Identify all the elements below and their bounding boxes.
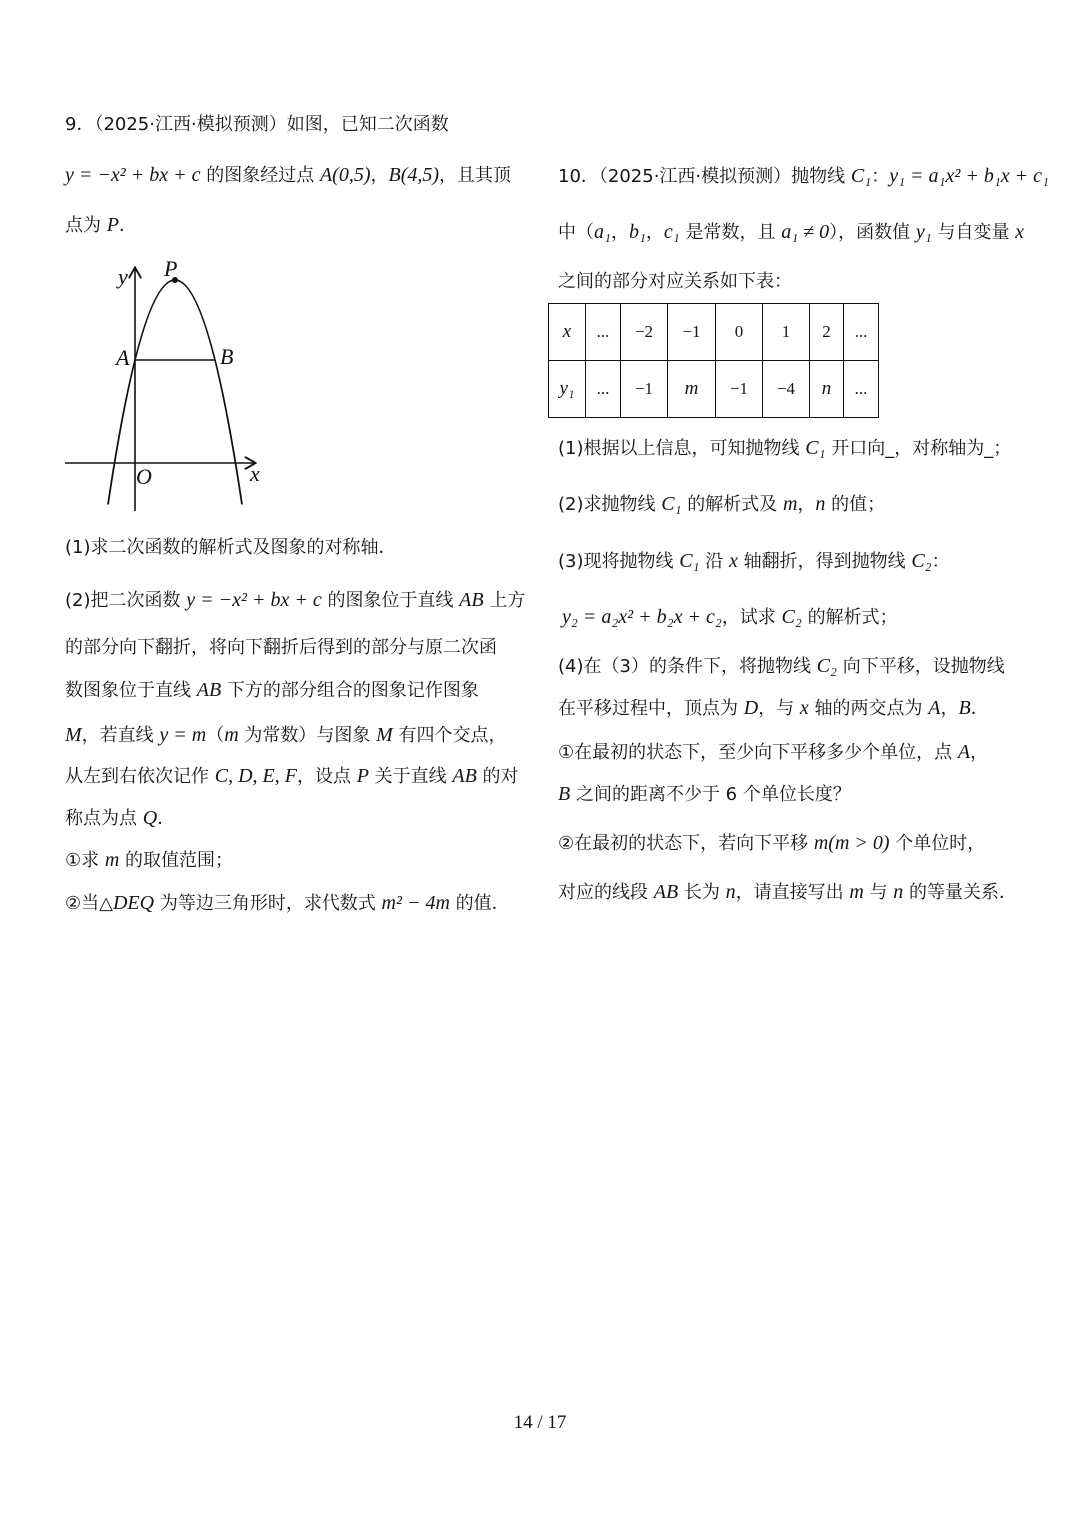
q9-stem-line-2 <box>65 162 511 189</box>
text: 个单位时， <box>889 833 986 854</box>
text: ，试求 <box>721 607 782 628</box>
table-cell: −1 <box>668 304 716 361</box>
math: a₁ <box>594 221 611 243</box>
text: 上方 <box>483 590 526 611</box>
table-cell: m <box>668 361 716 418</box>
text: 向下平移，设抛物线 <box>836 656 1005 677</box>
text: ），函数值 <box>829 222 916 243</box>
math: m <box>849 881 864 903</box>
origin-label: O <box>136 464 152 489</box>
text: 与自变量 <box>931 222 1016 243</box>
q10-subpart-1-line-1 <box>558 739 988 766</box>
q10-part-3-line-2 <box>562 604 898 631</box>
text: (1)求二次函数的解析式及图象的对称轴． <box>65 537 397 558</box>
text: 之间的部分对应关系如下表： <box>558 271 792 292</box>
table-cell: −4 <box>763 361 810 418</box>
page-number: 14 / 17 <box>513 1412 567 1433</box>
q9-part-2-line-2 <box>65 635 497 661</box>
text: 的等量关系． <box>903 882 1017 903</box>
math: m <box>782 493 798 515</box>
text: ： <box>931 551 950 572</box>
text: ， <box>645 222 664 243</box>
math: C₁ <box>805 437 826 459</box>
text: ②在最初的状态下，若向下平移 <box>558 833 814 854</box>
q9-heading <box>65 112 449 138</box>
math: x <box>1015 221 1025 243</box>
table-cell: ... <box>844 361 879 418</box>
text: ， <box>797 494 816 515</box>
text: ，设点 <box>296 766 357 787</box>
math: y₂ = a₂x² + b₂x + c₂ <box>562 606 722 628</box>
text: 从左到右依次记作 <box>65 766 215 787</box>
text: 的对 <box>476 766 519 787</box>
text: ②当△ <box>65 893 113 914</box>
text: ， <box>370 165 389 186</box>
q10-heading <box>558 163 1049 190</box>
math: y = −x² + bx + c <box>186 589 322 611</box>
text: 的图象经过点 <box>200 165 320 186</box>
text: 中（ <box>558 222 594 243</box>
text: (2)求抛物线 <box>558 494 662 515</box>
math: B <box>558 783 571 805</box>
math: AB <box>653 881 679 903</box>
text: 的解析式； <box>801 607 898 628</box>
table-cell: ... <box>586 361 621 418</box>
text: (3)现将抛物线 <box>558 551 680 572</box>
math: A <box>957 741 971 763</box>
math: C₂ <box>816 655 837 677</box>
text: (1)根据以上信息，可知抛物线 <box>558 438 806 459</box>
math: DEQ <box>112 892 155 914</box>
text: 数图象位于直线 <box>65 680 197 701</box>
parabola-figure <box>60 255 280 517</box>
math: m <box>104 849 120 871</box>
math: x <box>728 550 738 572</box>
q10-stem-line-3 <box>558 269 792 295</box>
text: 10．（2025·江西·模拟预测）抛物线 <box>558 166 851 187</box>
math: D <box>743 697 759 719</box>
math: y = −x² + bx + c <box>65 164 201 186</box>
text: 的解析式及 <box>681 494 783 515</box>
text: 对应的线段 <box>558 882 654 903</box>
text: 称点为点 <box>65 808 143 829</box>
table-cell: −2 <box>621 304 668 361</box>
math: A <box>928 697 941 719</box>
math: Q <box>142 807 158 829</box>
table-cell: x <box>549 304 586 361</box>
text: (2)把二次函数 <box>65 590 187 611</box>
q9-part-2-line-3 <box>65 677 479 704</box>
text: ， <box>970 742 989 763</box>
text: ，请直接写出 <box>735 882 850 903</box>
q9-subpart-2 <box>65 890 510 917</box>
text: ： <box>871 166 890 187</box>
text: ． <box>970 698 989 719</box>
math: n <box>725 881 736 903</box>
text: 在平移过程中，顶点为 <box>558 698 744 719</box>
text: 与 <box>863 882 894 903</box>
text: ， <box>940 698 959 719</box>
math: A(0,5) <box>319 164 371 186</box>
text: ①在最初的状态下，至少向下平移多少个单位，点 <box>558 742 958 763</box>
text: 为常数）与图象 <box>238 725 377 746</box>
q9-heading-text: 9．（2025·江西·模拟预测）如图，已知二次函数 <box>65 114 449 135</box>
math: AB <box>196 679 222 701</box>
math: M <box>376 724 393 746</box>
math: c₁ <box>663 221 680 243</box>
q9-part-2-line-5 <box>65 763 519 790</box>
point-b-label: B <box>220 344 234 369</box>
math: AB <box>459 589 484 611</box>
q9-part-2-line-6 <box>65 805 175 832</box>
parabola-curve <box>108 280 242 504</box>
text: 是常数，且 <box>679 222 782 243</box>
q10-part-3-line-1 <box>558 548 950 575</box>
text: 关于直线 <box>368 766 453 787</box>
table-cell: n <box>810 361 844 418</box>
text: (4)在（3）的条件下，将抛物线 <box>558 656 817 677</box>
point-a-label: A <box>116 345 130 370</box>
text: 开口向_，对称轴为_； <box>825 438 1012 459</box>
vertex-label: P <box>164 256 178 281</box>
table-cell: 1 <box>763 304 810 361</box>
q10-stem-line-2 <box>558 219 1024 246</box>
text: ． <box>157 808 176 829</box>
math: y₁ = a₁x² + b₁x + c₁ <box>889 165 1049 187</box>
math: b₁ <box>628 221 646 243</box>
x-axis-label: x <box>250 461 260 486</box>
table-cell: y₁ <box>549 361 586 418</box>
math: y = m <box>159 724 207 746</box>
math: P <box>356 765 369 787</box>
text: 为等边三角形时，求代数式 <box>154 893 382 914</box>
table-cell: ... <box>844 304 879 361</box>
text: ，与 <box>758 698 800 719</box>
text: 有四个交点， <box>392 725 507 746</box>
math: m(m > 0) <box>813 832 890 854</box>
math: M <box>65 724 82 746</box>
text: ①求 <box>65 850 105 871</box>
math: C₁ <box>679 550 700 572</box>
math: C₂ <box>781 606 802 628</box>
math: y₁ <box>915 221 932 243</box>
text: 轴的两交点为 <box>808 698 929 719</box>
text: 的值． <box>449 893 510 914</box>
text: 点为 <box>65 215 107 236</box>
table-cell: 2 <box>810 304 844 361</box>
value-table <box>548 303 879 418</box>
q9-part-1 <box>65 535 397 561</box>
text: 轴翻折，得到抛物线 <box>737 551 912 572</box>
text: 的值； <box>825 494 886 515</box>
text: 沿 <box>699 551 729 572</box>
q10-subpart-1-line-2 <box>558 781 851 808</box>
table-cell: −1 <box>716 361 763 418</box>
table-cell: ... <box>586 304 621 361</box>
q9-stem-line-3 <box>65 212 137 239</box>
q9-part-2-line-4 <box>65 722 507 749</box>
math: n <box>815 493 826 515</box>
table-cell: −1 <box>621 361 668 418</box>
math: P <box>106 214 119 236</box>
text: 的图象位于直线 <box>321 590 460 611</box>
text: 的部分向下翻折，将向下翻折后得到的部分与原二次函 <box>65 637 497 658</box>
q9-part-2-line-1 <box>65 587 525 614</box>
math: B(4,5) <box>388 164 440 186</box>
math: C₁ <box>661 493 682 515</box>
q10-part-4-line-2 <box>558 695 989 722</box>
math: n <box>893 881 904 903</box>
q10-subpart-2-line-1 <box>558 830 985 857</box>
q10-part-4-line-1 <box>558 653 1005 680</box>
text: ． <box>118 215 137 236</box>
text: 之间的距离不少于 6 个单位长度？ <box>570 784 851 805</box>
table-row-y1 <box>549 361 879 418</box>
math: C₂ <box>911 550 932 572</box>
table-row-x <box>549 304 879 361</box>
text: 的取值范围； <box>119 850 234 871</box>
q10-part-2 <box>558 491 885 518</box>
math: m² − 4m <box>381 892 450 914</box>
q10-part-1 <box>558 435 1011 462</box>
text: ，若直线 <box>81 725 160 746</box>
text: （ <box>206 725 225 746</box>
y-axis-label: y <box>118 264 128 289</box>
math: C, D, E, F <box>214 765 297 787</box>
q9-subpart-1 <box>65 847 233 874</box>
math: a₁ ≠ 0 <box>781 221 830 243</box>
math: C₁ <box>850 165 872 187</box>
math: m <box>224 724 239 746</box>
text: 长为 <box>678 882 726 903</box>
text: 下方的部分组合的图象记作图象 <box>221 680 479 701</box>
math: AB <box>452 765 477 787</box>
text: ，且其顶 <box>439 165 512 186</box>
text: ， <box>610 222 629 243</box>
q10-subpart-2-line-2 <box>558 879 1017 906</box>
math: x <box>799 697 809 719</box>
table-cell: 0 <box>716 304 763 361</box>
math: B <box>958 697 971 719</box>
